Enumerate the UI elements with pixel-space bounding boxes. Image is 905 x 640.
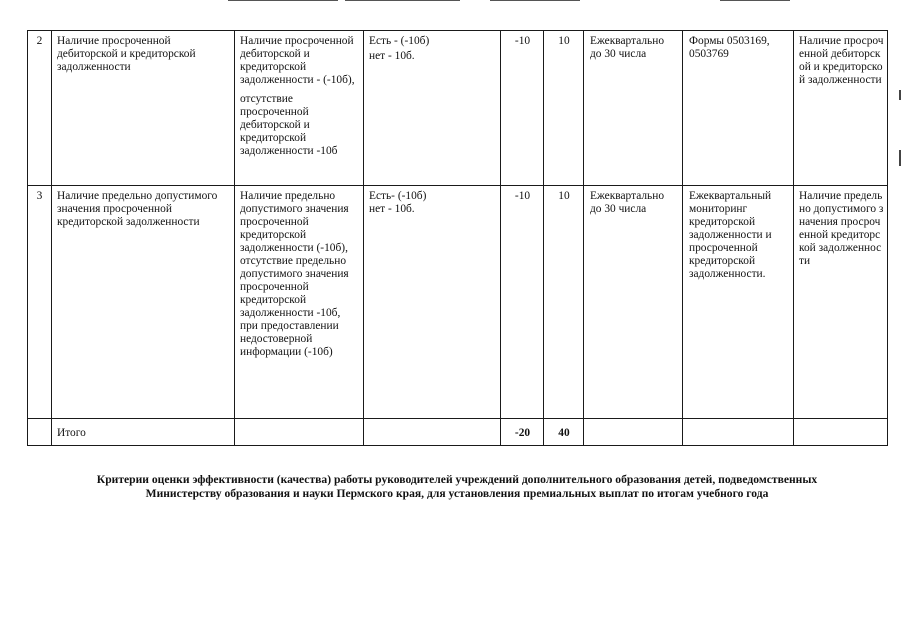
section-heading-line: Критерии оценки эффективности (качества) работы руководителей учреждений дополнительного образования детей, подведомственных bbox=[96, 473, 818, 486]
total-min-points: -20 bbox=[501, 419, 544, 446]
total-row bbox=[28, 419, 888, 446]
max-points-cell: 10 bbox=[544, 186, 584, 419]
scoring-text: Есть- (-10б) bbox=[369, 190, 427, 202]
empty-cell bbox=[683, 419, 794, 446]
empty-cell bbox=[28, 419, 52, 446]
indicator-text: Наличие предельно допустимого значения просроченной кредиторской задолженности (-10б), bbox=[240, 190, 349, 254]
scan-mark-top-2 bbox=[345, 0, 460, 1]
criterion-cell: Наличие просроченной дебиторской и кредиторской задолженности bbox=[52, 31, 235, 186]
scan-mark-top-3 bbox=[490, 0, 580, 1]
source-cell: Ежеквартальный мониторинг кредиторской задолженности и просроченной кредиторской задолженности. bbox=[683, 186, 794, 419]
indicator-text: Наличие просроченной дебиторской и кредиторской задолженности - (-10б), bbox=[240, 35, 355, 86]
section-heading bbox=[27, 473, 887, 501]
min-points-cell: -10 bbox=[501, 31, 544, 186]
scoring-cell bbox=[364, 186, 501, 419]
scoring-cell bbox=[364, 31, 501, 186]
table-row bbox=[28, 31, 888, 186]
section-heading-line: Министерству образования и науки Пермского края, для установления премиальных выплат по итогам учебного года bbox=[145, 487, 769, 500]
row-number: 3 bbox=[28, 186, 52, 419]
indicator-text: при предоставлении недостоверной информации (-10б) bbox=[240, 320, 339, 358]
empty-cell bbox=[584, 419, 683, 446]
scoring-text: Есть - (-10б) bbox=[369, 35, 430, 47]
indicator-cell bbox=[235, 31, 364, 186]
row-number: 2 bbox=[28, 31, 52, 186]
scan-mark-side-1 bbox=[899, 90, 901, 100]
empty-cell bbox=[794, 419, 888, 446]
note-cell: Наличие просроченной дебиторской и кредиторской задолженности bbox=[794, 31, 888, 186]
indicator-text: отсутствие предельно допустимого значения просроченной кредиторской задолженности -10б, bbox=[240, 255, 349, 319]
scan-mark-side-2 bbox=[899, 150, 901, 166]
indicator-text: отсутствие просроченной дебиторской и кредиторской задолженности -10б bbox=[240, 93, 338, 157]
total-label: Итого bbox=[52, 419, 235, 446]
criterion-cell: Наличие предельно допустимого значения просроченной кредиторской задолженности bbox=[52, 186, 235, 419]
period-cell: Ежеквартально до 30 числа bbox=[584, 31, 683, 186]
criteria-table bbox=[27, 30, 888, 446]
max-points-cell: 10 bbox=[544, 31, 584, 186]
min-points-cell: -10 bbox=[501, 186, 544, 419]
scan-mark-top-4 bbox=[720, 0, 790, 1]
empty-cell bbox=[364, 419, 501, 446]
scoring-text: нет - 10б. bbox=[369, 203, 415, 215]
period-cell: Ежеквартально до 30 числа bbox=[584, 186, 683, 419]
scan-mark-top-1 bbox=[228, 0, 338, 1]
indicator-cell bbox=[235, 186, 364, 419]
table-row bbox=[28, 186, 888, 419]
total-max-points: 40 bbox=[544, 419, 584, 446]
source-cell: Формы 0503169, 0503769 bbox=[683, 31, 794, 186]
empty-cell bbox=[235, 419, 364, 446]
scoring-text: нет - 10б. bbox=[369, 50, 415, 62]
note-cell: Наличие предельно допустимого значения просроченной кредиторской задолженности bbox=[794, 186, 888, 419]
